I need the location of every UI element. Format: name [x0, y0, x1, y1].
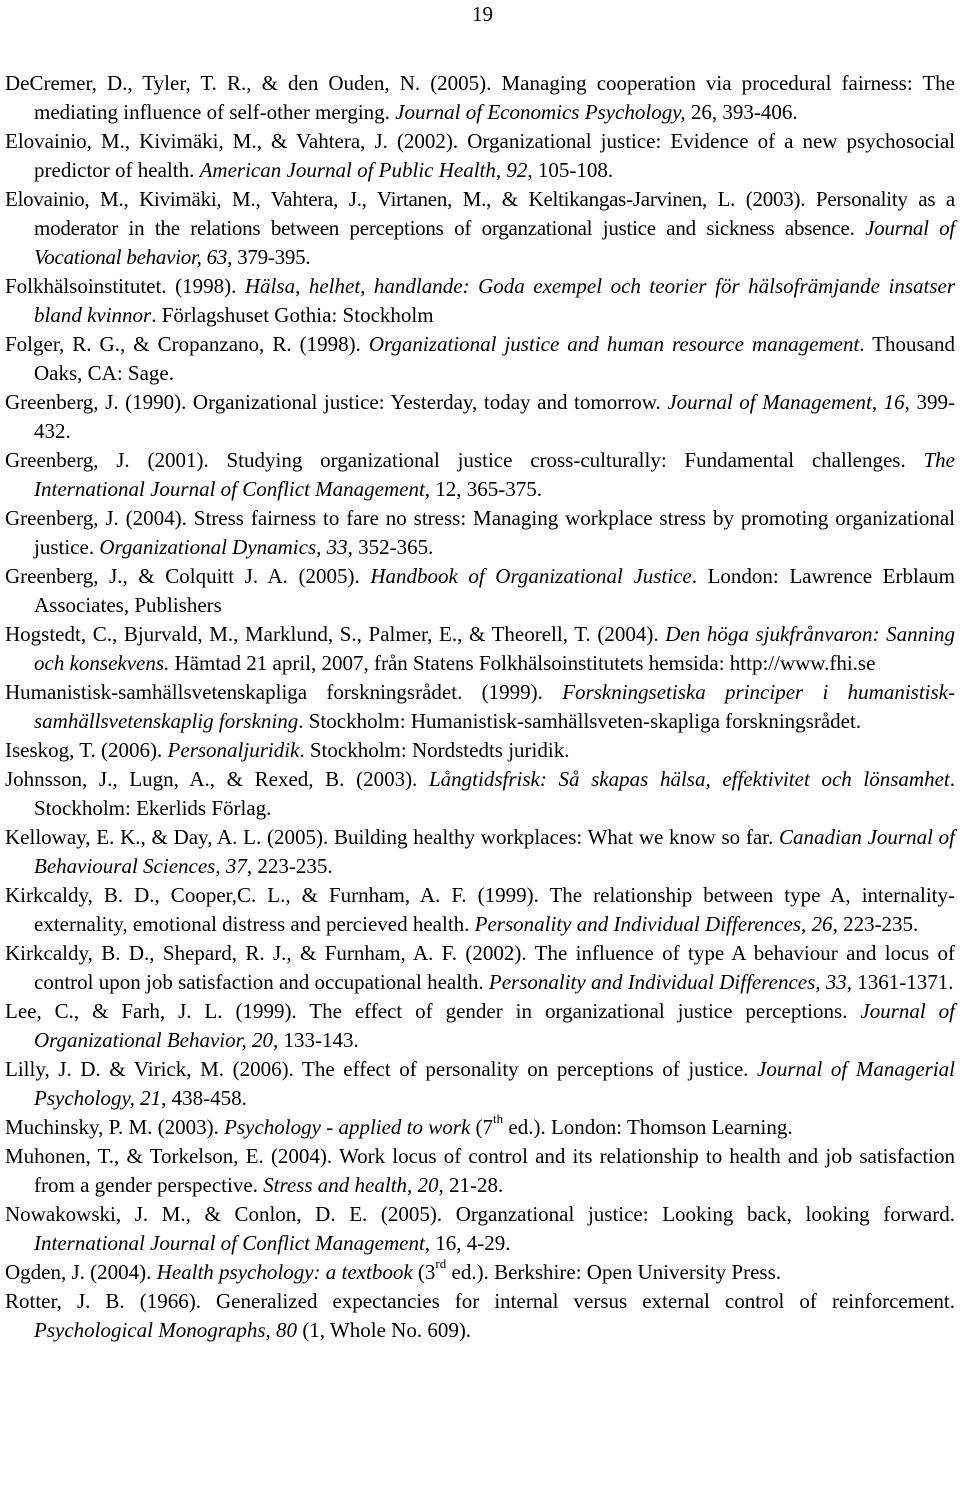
edition-superscript: th: [493, 1111, 504, 1126]
reference-text: , 12, 365-375.: [424, 477, 543, 501]
reference-entry: [5, 1142, 955, 1200]
reference-text: , 438-458.: [161, 1086, 247, 1110]
reference-source: Organizational justice and human resource management: [368, 332, 860, 356]
reference-text: Greenberg, J. (1990). Organizational justice: Yesterday, today and tomorrow.: [5, 390, 668, 414]
reference-source: American Journal of Public Health, 92: [199, 158, 528, 182]
reference-source: Health psychology: a textbook: [156, 1260, 413, 1284]
reference-source: Den höga sjukfrånvaron: Sanning och konsekvens.: [34, 622, 955, 675]
reference-text: . Stockholm: Ekerlids Förlag.: [34, 767, 955, 820]
reference-text: DeCremer, D., Tyler, T. R., & den Ouden, N. (2005). Managing cooperation via procedural fairness: The mediating influence of self-other merging.: [5, 71, 955, 124]
reference-entry: [5, 823, 955, 881]
reference-text: ed.). Berkshire: Open University Press.: [446, 1260, 782, 1284]
reference-text: , 379-395.: [227, 245, 311, 269]
reference-text: Humanistisk-samhällsvetenskapliga forskningsrådet. (1999).: [5, 680, 563, 704]
reference-text: Folger, R. G., & Cropanzano, R. (1998).: [5, 332, 369, 356]
reference-entry: [5, 388, 955, 446]
reference-source: Stress and health, 20: [263, 1173, 439, 1197]
reference-entry: [5, 562, 955, 620]
reference-source: Canadian Journal of Behavioural Sciences, 37: [34, 825, 955, 878]
reference-source: Psychological Monographs, 80: [34, 1318, 298, 1342]
reference-source: Journal of Management, 16: [667, 390, 905, 414]
reference-entry: [5, 1258, 955, 1287]
reference-text: Lilly, J. D. & Virick, M. (2006). The effect of personality on perceptions of justice.: [5, 1057, 757, 1081]
reference-text: . Thousand Oaks, CA: Sage.: [34, 332, 955, 385]
reference-text: Folkhälsoinstitutet. (1998).: [5, 274, 245, 298]
reference-text: Ogden, J. (2004).: [5, 1260, 157, 1284]
reference-source: Hälsa, helhet, handlande: Goda exempel och teorier för hälsofrämjande insatser bland kvinnor: [34, 274, 956, 327]
reference-text: ed.). London: Thomson Learning.: [503, 1115, 793, 1139]
reference-entry: [5, 881, 955, 939]
reference-text: Rotter, J. B. (1966). Generalized expectancies for internal versus external control of reinforcement.: [5, 1289, 955, 1313]
reference-entry: [5, 620, 955, 678]
reference-text: Kelloway, E. K., & Day, A. L. (2005). Building healthy workplaces: What we know so far.: [5, 825, 779, 849]
reference-source: Långtidsfrisk: Så skapas hälsa, effektivitet och lönsamhet: [428, 767, 950, 791]
reference-text: 26, 393-406.: [685, 100, 798, 124]
reference-text: , 105-108.: [527, 158, 614, 182]
reference-text: , 21-28.: [438, 1173, 504, 1197]
reference-text: , 133-143.: [272, 1028, 359, 1052]
reference-entry: [5, 504, 955, 562]
reference-source: Personaljuridik: [167, 738, 300, 762]
reference-entry: [5, 997, 955, 1055]
reference-text: . Förlagshuset Gothia: Stockholm: [151, 303, 434, 327]
page-number: 19: [472, 2, 493, 26]
reference-source: Journal of Managerial Psychology, 21: [34, 1057, 955, 1110]
reference-text: Elovainio, M., Kivimäki, M., & Vahtera, J. (2002). Organizational justice: Evidence of a new psychosocial predictor of health.: [5, 129, 955, 182]
reference-text: . Stockholm: Humanistisk-samhällsveten-skapliga forskningsrådet.: [298, 709, 862, 733]
reference-text: Hogstedt, C., Bjurvald, M., Marklund, S., Palmer, E., & Theorell, T. (2004).: [5, 622, 666, 646]
reference-text: , 223-235.: [832, 912, 919, 936]
reference-entry: [5, 330, 955, 388]
reference-text: Greenberg, J. (2004). Stress fairness to fare no stress: Managing workplace stress by promoting organizational justice.: [5, 506, 955, 559]
reference-entry: [5, 446, 955, 504]
reference-text: , 1361-1371.: [846, 970, 954, 994]
reference-source: Organizational Dynamics, 33: [99, 535, 348, 559]
reference-text: Kirkcaldy, B. D., Shepard, R. J., & Furnham, A. F. (2002). The influence of type A behaviour and locus of control upon job satisfaction and occupational health.: [5, 941, 955, 994]
reference-text: Johnsson, J., Lugn, A., & Rexed, B. (2003).: [5, 767, 429, 791]
reference-text: , 16, 4-29.: [424, 1231, 511, 1255]
reference-text: Elovainio, M., Kivimäki, M., Vahtera, J., Virtanen, M., & Keltikangas-Jarvinen, L. (2003). Personality as a moderator in the relations between perceptions of organzational justice and sickness absence.: [5, 187, 955, 240]
reference-text: Muchinsky, P. M. (2003).: [5, 1115, 225, 1139]
reference-entry: [5, 736, 955, 765]
reference-entry: [5, 127, 955, 185]
reference-text: (1, Whole No. 609).: [297, 1318, 472, 1342]
reference-list: [5, 69, 955, 1345]
reference-source: Forskningsetiska principer i humanistisk-samhällsvetenskaplig forskning: [34, 680, 955, 733]
reference-text: Iseskog, T. (2006).: [5, 738, 168, 762]
reference-text: Lee, C., & Farh, J. L. (1999). The effect of gender in organizational justice perceptions.: [5, 999, 861, 1023]
reference-text: Hämtad 21 april, 2007, från Statens Folkhälsoinstitutets hemsida: http://www.fhi.se: [169, 651, 876, 675]
reference-text: Greenberg, J., & Colquitt J. A. (2005).: [5, 564, 371, 588]
reference-text: Greenberg, J. (2001). Studying organizational justice cross-culturally: Fundamental challenges.: [5, 448, 924, 472]
reference-source: Psychology - applied to work: [224, 1115, 471, 1139]
reference-text: Muhonen, T., & Torkelson, E. (2004). Work locus of control and its relationship to health and job satisfaction from a gender perspective.: [5, 1144, 955, 1197]
reference-entry: [5, 1113, 955, 1142]
reference-text: (7: [470, 1115, 494, 1139]
reference-entry: [5, 678, 955, 736]
reference-source: Personality and Individual Differences, 26: [474, 912, 833, 936]
reference-entry: [5, 272, 955, 330]
reference-text: , 352-365.: [347, 535, 434, 559]
reference-text: (3: [412, 1260, 436, 1284]
reference-entry: [5, 185, 955, 272]
reference-entry: [5, 765, 955, 823]
reference-source: The International Journal of Conflict Management: [34, 448, 955, 501]
reference-source: International Journal of Conflict Management: [34, 1231, 425, 1255]
reference-text: , 223-235.: [246, 854, 333, 878]
edition-superscript: rd: [435, 1256, 447, 1271]
reference-text: Kirkcaldy, B. D., Cooper,C. L., & Furnham, A. F. (1999). The relationship between type A, internality-externality, emotional distress and percieved health.: [5, 883, 955, 936]
reference-source: Handbook of Organizational Justice: [370, 564, 692, 588]
reference-text: . Stockholm: Nordstedts juridik.: [299, 738, 570, 762]
reference-source: Journal of Organizational Behavior, 20: [34, 999, 955, 1052]
reference-entry: [5, 1200, 955, 1258]
reference-entry: [5, 939, 955, 997]
reference-source: Personality and Individual Differences, 33: [488, 970, 847, 994]
reference-source: Journal of Economics Psychology,: [395, 100, 686, 124]
reference-text: . London: Lawrence Erblaum Associates, Publishers: [34, 564, 955, 617]
reference-entry: [5, 1055, 955, 1113]
reference-text: Nowakowski, J. M., & Conlon, D. E. (2005). Organzational justice: Looking back, looking forward.: [5, 1202, 955, 1226]
reference-text: , 399-432.: [34, 390, 956, 443]
reference-source: Journal of Vocational behavior, 63: [34, 216, 955, 269]
reference-entry: [5, 1287, 955, 1345]
reference-entry: [5, 69, 955, 127]
